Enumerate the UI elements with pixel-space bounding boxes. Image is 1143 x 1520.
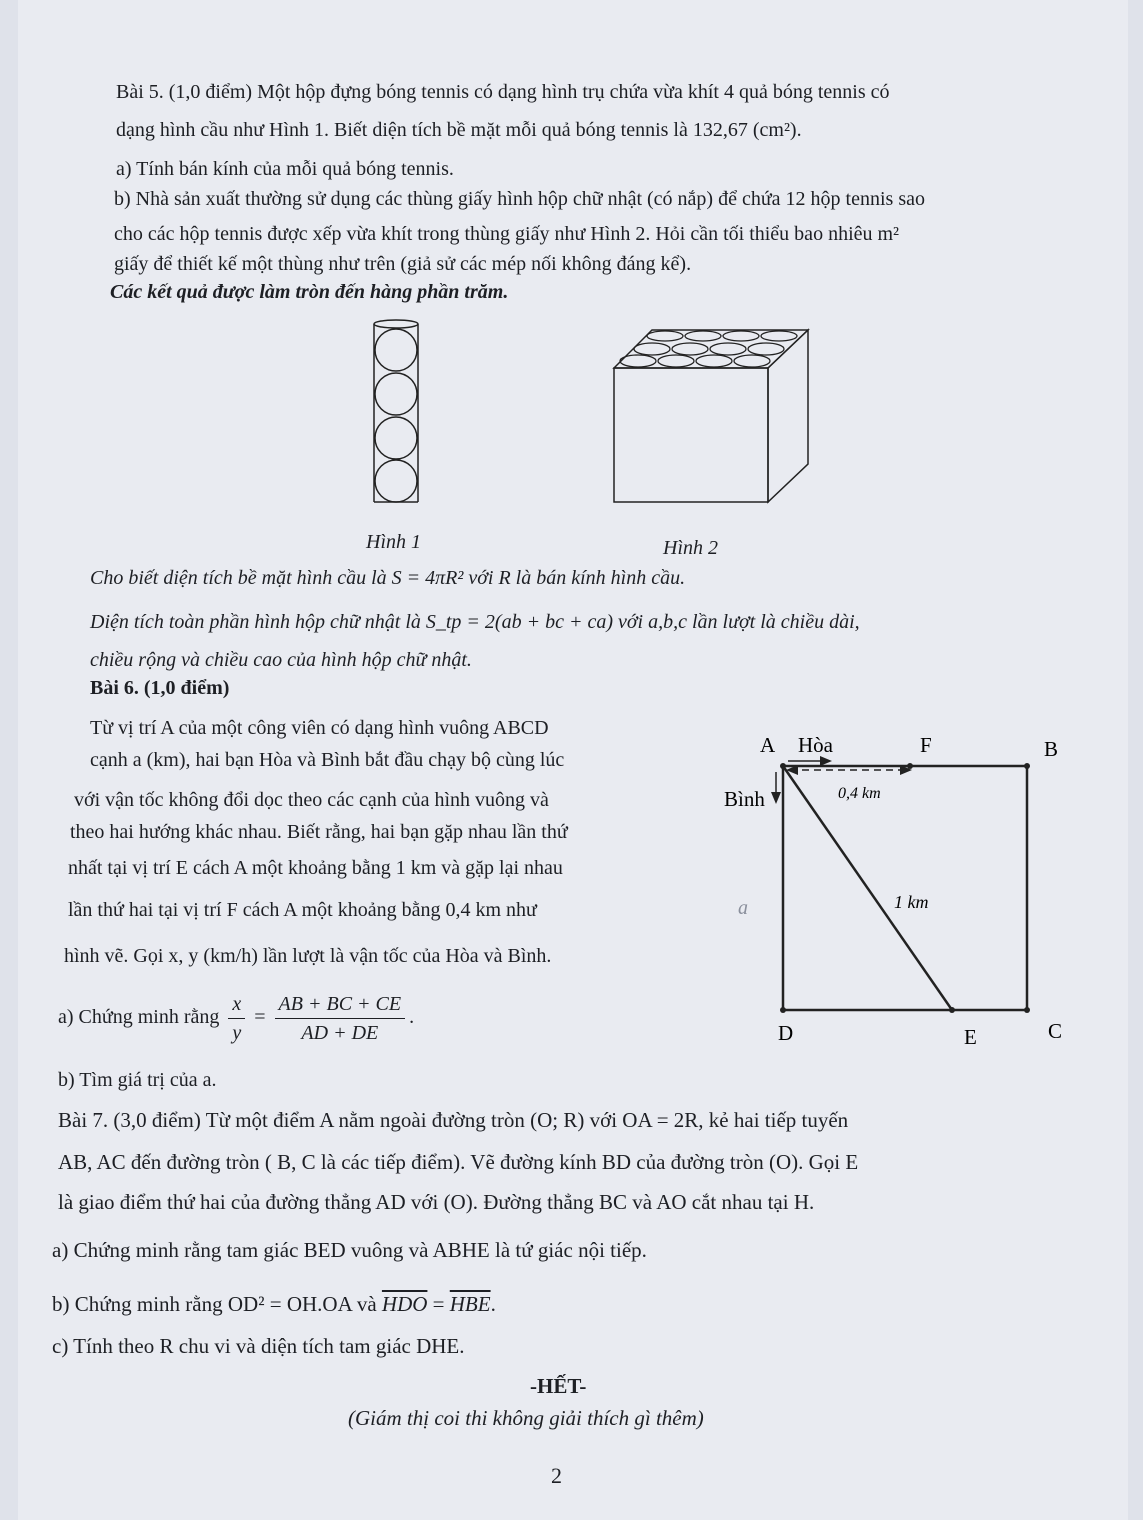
angle-hbe: $\overline{HBE}$ (449, 1292, 491, 1316)
hoa-label: Hòa (798, 733, 833, 757)
binh-label: Bình (724, 787, 765, 811)
exam-page (18, 0, 1128, 1520)
vertex-a-label: A (760, 733, 776, 757)
bai7-part-b-text: b) Chứng minh rằng OD² = OH.OA và (52, 1292, 377, 1316)
bai5-part-b-line2: cho các hộp tennis được xếp vừa khít trong thùng giấy như Hình 2. Hỏi cần tối thiểu bao nhiêu m² (114, 223, 900, 245)
vertex-b-label: B (1044, 737, 1059, 761)
bai5-line1: Bài 5. (1,0 điểm) Một hộp đựng bóng tennis có dạng hình trụ chứa vừa khít 4 quả bóng tennis có (116, 81, 890, 103)
bai7-part-b: b) Chứng minh rằng OD² = OH.OA và $\overline{HDO} = \overline{HBE}$. (52, 1292, 496, 1316)
fraction-denominator: AD + DE (301, 1022, 379, 1044)
hint-box-area: Diện tích toàn phần hình hộp chữ nhật là S_tp = 2(ab + bc + ca) với a,b,c lần lượt là chiều dài, (90, 611, 860, 633)
point-e-label: E (964, 1025, 977, 1049)
fraction-x-y: $\frac{x}{y}$ (228, 990, 245, 1047)
bai5-part-a: a) Tính bán kính của mỗi quả bóng tennis. (116, 158, 454, 180)
bai6-part-b: b) Tìm giá trị của a. (58, 1069, 217, 1091)
hint-sphere-area: Cho biết diện tích bề mặt hình cầu là S = 4πR² với R là bán kính hình cầu. (90, 567, 686, 589)
vertex-c-label: C (1048, 1019, 1063, 1043)
rounding-note: Các kết quả được làm tròn đến hàng phần trăm. (110, 281, 509, 303)
bai6-line5: nhất tại vị trí E cách A một khoảng bằng 1 km và gặp lại nhau (68, 857, 563, 879)
bai6-line4: theo hai hướng khác nhau. Biết rằng, hai bạn gặp nhau lần thứ (70, 821, 568, 843)
hint-box-area-cont: chiều rộng và chiều cao của hình hộp chữ nhật. (90, 649, 472, 671)
bai5-part-b-line1: b) Nhà sản xuất thường sử dụng các thùng giấy hình hộp chữ nhật (có nắp) để chứa 12 hộp tennis sao (114, 188, 925, 210)
bai5-line2: dạng hình cầu như Hình 1. Biết diện tích bề mặt mỗi quả bóng tennis là 132,67 (cm²). (116, 119, 802, 141)
page-number: 2 (551, 1463, 562, 1488)
bai6-line3: với vận tốc không đổi dọc theo các cạnh của hình vuông và (74, 789, 549, 811)
end-marker: -HẾT- (530, 1374, 587, 1398)
bai6-line7: hình vẽ. Gọi x, y (km/h) lần lượt là vận tốc của Hòa và Bình. (64, 945, 552, 967)
bai5-part-b-line3: giấy để thiết kế một thùng như trên (giả sử các mép nối không đáng kể). (114, 253, 692, 275)
bai6-line1: Từ vị trí A của một công viên có dạng hình vuông ABCD (90, 717, 549, 739)
bai6-title: Bài 6. (1,0 điểm) (90, 677, 230, 699)
figure-1-caption: Hình 1 (366, 531, 421, 553)
figure-square-park (698, 728, 1098, 1058)
bai7-line3: là giao điểm thứ hai của đường thẳng AD với (O). Đường thẳng BC và AO cắt nhau tại H. (58, 1190, 815, 1214)
angle-hdo: $\overline{HDO}$ (381, 1292, 428, 1316)
figure-2-caption: Hình 2 (663, 537, 718, 559)
figure-2-box (608, 322, 818, 512)
bai6-line2: cạnh a (km), hai bạn Hòa và Bình bắt đầu chạy bộ cùng lúc (90, 749, 565, 771)
point-f-label: F (920, 733, 932, 757)
proctor-note: (Giám thị coi thi không giải thích gì thêm) (348, 1406, 704, 1430)
vertex-d-label: D (778, 1021, 794, 1045)
fraction-sides (275, 990, 406, 1047)
bai7-part-c: c) Tính theo R chu vi và diện tích tam giác DHE. (52, 1334, 465, 1358)
side-a-label: a (738, 897, 748, 919)
distance-1-label: 1 km (894, 892, 929, 912)
figure-1-cylinder (368, 318, 428, 508)
bai6-part-a-label: a) Chứng minh rằng (58, 1006, 220, 1029)
distance-04-label: 0,4 km (838, 785, 881, 802)
bai7-line2: AB, AC đến đường tròn ( B, C là các tiếp điểm). Vẽ đường kính BD của đường tròn (O). Gọi E (58, 1150, 859, 1174)
fraction-numerator: AB + BC + CE (275, 990, 406, 1019)
bai6-line6: lần thứ hai tại vị trí F cách A một khoảng bằng 0,4 km như (68, 899, 537, 921)
bai6-part-a: a) Chứng minh rằng $\frac{x}{y}$ = $\frac{AB + BC + CE}{AD + DE}$ . (58, 990, 414, 1047)
bai7-part-a: a) Chứng minh rằng tam giác BED vuông và ABHE là tứ giác nội tiếp. (52, 1238, 647, 1262)
bai7-line1: Bài 7. (3,0 điểm) Từ một điểm A nằm ngoài đường tròn (O; R) với OA = 2R, kẻ hai tiếp tuyến (58, 1108, 849, 1132)
